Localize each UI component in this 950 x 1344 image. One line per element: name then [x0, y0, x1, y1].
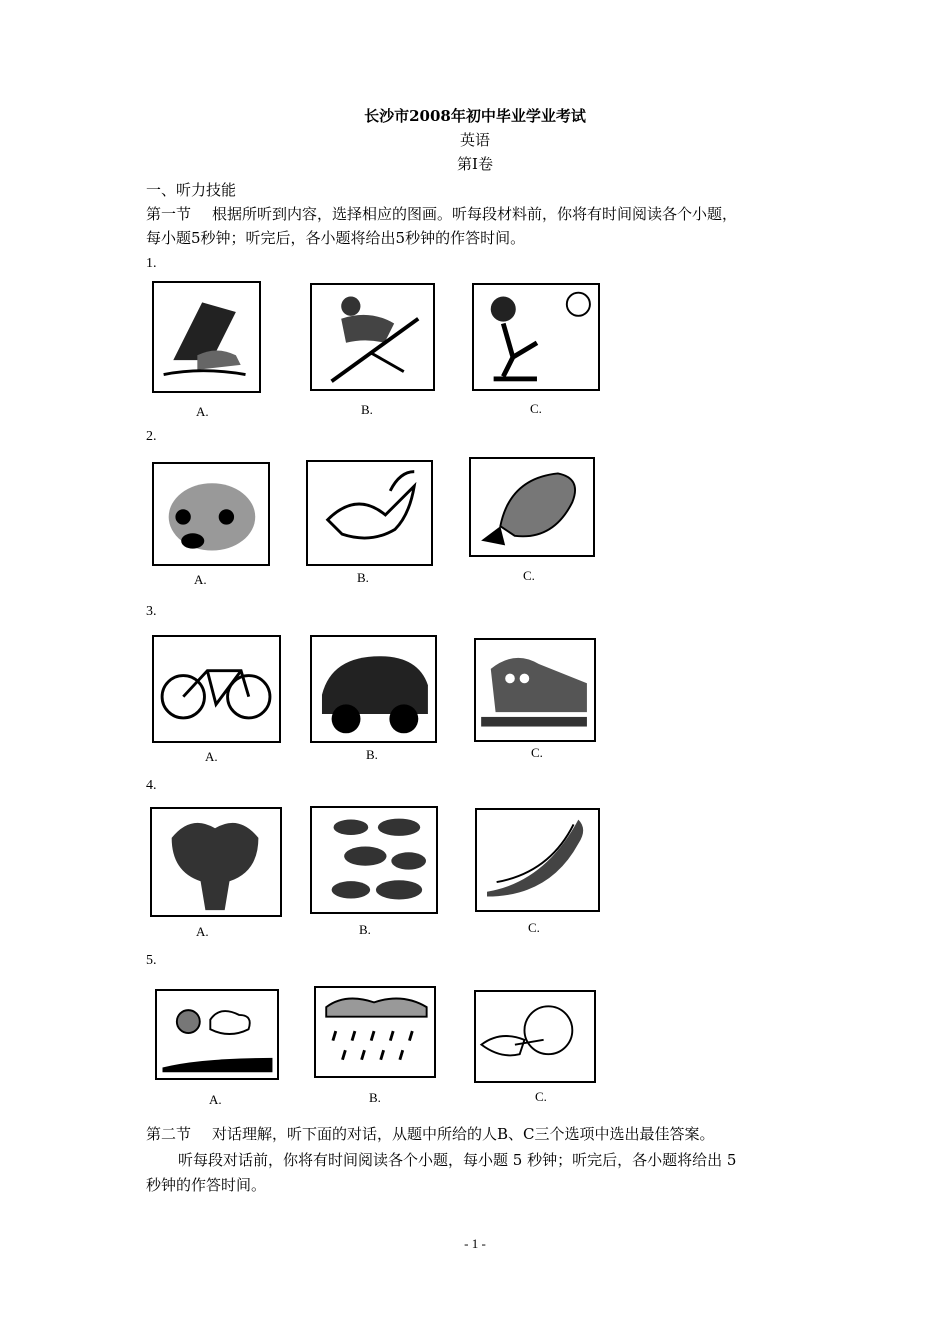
bicycle-picture[interactable] [152, 635, 281, 743]
rainy-picture[interactable] [314, 986, 436, 1078]
subject-title: 英语 [459, 131, 490, 149]
question-number: 1. [146, 256, 157, 271]
question-number: 5. [146, 953, 157, 968]
windsurfing-picture[interactable] [152, 281, 261, 393]
section-heading: 一、听力技能 [146, 181, 237, 199]
page-number: - 1 - [464, 1236, 486, 1251]
train-picture[interactable] [474, 638, 596, 742]
option-label: B. [369, 1090, 381, 1105]
question-number: 4. [146, 778, 157, 793]
part2-instructions-2: 听每段对话前，你将有时间阅读各个小题，每小题 5 秒钟；听完后，各小题将给出 5 [178, 1151, 737, 1169]
option-label: A. [196, 404, 209, 419]
part2-instructions: 对话理解，听下面的对话，从题中所给的人B、C三个选项中选出最佳答案。 [212, 1125, 715, 1143]
option-label: B. [357, 570, 369, 585]
part1-instructions-2: 每小题5秒钟；听完后，各小题将给出5秒钟的作答时间。 [146, 229, 526, 247]
option-label: B. [359, 922, 371, 937]
question-number: 3. [146, 604, 157, 619]
option-label: B. [361, 402, 373, 417]
car-picture[interactable] [310, 635, 437, 743]
option-label: A. [194, 572, 207, 587]
dove-picture[interactable] [306, 460, 433, 566]
football-picture[interactable] [472, 283, 600, 391]
option-label: C. [528, 920, 540, 935]
option-label: A. [205, 749, 218, 764]
bananas-picture[interactable] [475, 808, 600, 912]
skiing-picture[interactable] [310, 283, 435, 391]
part1-label: 第一节 [146, 205, 192, 223]
fish-picture[interactable] [469, 457, 595, 557]
cabbage-picture[interactable] [150, 807, 282, 917]
option-label: A. [209, 1092, 222, 1107]
option-label: C. [530, 401, 542, 416]
part2-instructions-3: 秒钟的作答时间。 [146, 1176, 267, 1194]
option-label: B. [366, 747, 378, 762]
exam-title: 长沙市2008年初中毕业学业考试 [364, 107, 586, 125]
question-number: 2. [146, 429, 157, 444]
part2-label: 第二节 [146, 1125, 192, 1143]
sunny-picture[interactable] [155, 989, 279, 1080]
option-label: C. [523, 568, 535, 583]
option-label: A. [196, 924, 209, 939]
part1-instructions: 根据所听到内容，选择相应的图画。听每段材料前，你将有时间阅读各个小题， [212, 205, 738, 223]
option-label: C. [531, 745, 543, 760]
option-label: C. [535, 1089, 547, 1104]
dog-picture[interactable] [152, 462, 270, 566]
potatoes-picture[interactable] [310, 806, 438, 914]
windy-picture[interactable] [474, 990, 596, 1083]
volume-title: 第Ⅰ卷 [457, 155, 493, 173]
